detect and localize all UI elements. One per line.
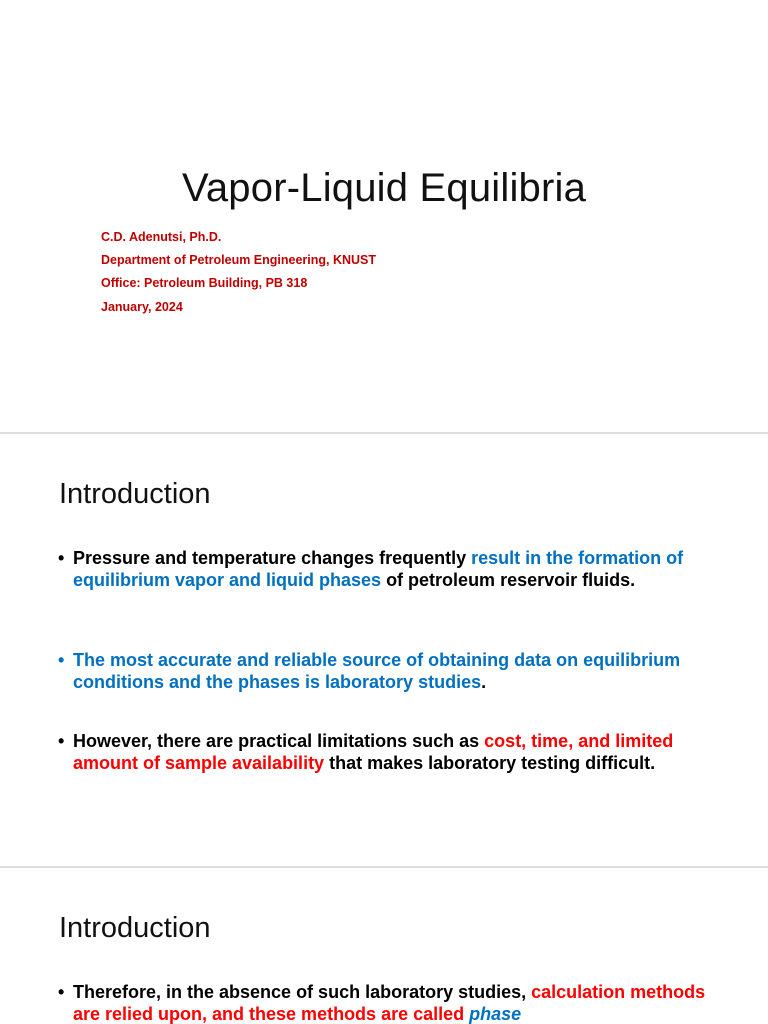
slide-heading: Introduction [59,912,211,944]
bullet-item [58,982,733,1024]
bullet-text: that makes laboratory testing difficult. [324,752,656,773]
department-line: Department of Petroleum Engineering, KNUST [101,253,377,267]
bullet-list [58,434,718,866]
bullet-icon: • [58,650,65,670]
bullet-highlight-blue: result in the formation of equilibrium vapor and liquid phases [73,548,684,590]
office-line: Office: Petroleum Building, PB 318 [101,276,308,290]
title-slide [0,0,768,432]
bullet-highlight-blue-italic: phase [469,1003,522,1024]
bullet-text: of petroleum reservoir fluids. [381,569,636,590]
bullet-icon: • [58,982,65,1002]
bullet-text: However, there are practical limitations such as [73,731,485,751]
bullet-item [58,650,733,693]
slide-heading: Introduction [59,478,211,510]
introduction-slide-1 [0,434,768,866]
introduction-slide-2 [0,868,768,1024]
bullet-list [58,868,718,1024]
bullet-item [58,731,733,774]
bullet-highlight-blue: The most accurate and reliable source of obtaining data on equilibrium conditions and the phases is laboratory studies [73,650,681,692]
presentation-title: Vapor-Liquid Equilibria [181,166,587,210]
bullet-icon: • [58,548,65,568]
bullet-text: . [481,671,487,692]
bullet-highlight-red: calculation methods are relied upon, and these methods are called [73,982,706,1024]
bullet-text: Therefore, in the absence of such laboratory studies, [73,982,532,1002]
bullet-icon: • [58,731,65,751]
bullet-item [58,548,733,591]
bullet-highlight-red: cost, time, and limited amount of sample availability [73,731,674,773]
author-line: C.D. Adenutsi, Ph.D. [101,230,222,244]
bullet-text: Pressure and temperature changes frequently [73,548,472,568]
date-line: January, 2024 [101,300,183,314]
